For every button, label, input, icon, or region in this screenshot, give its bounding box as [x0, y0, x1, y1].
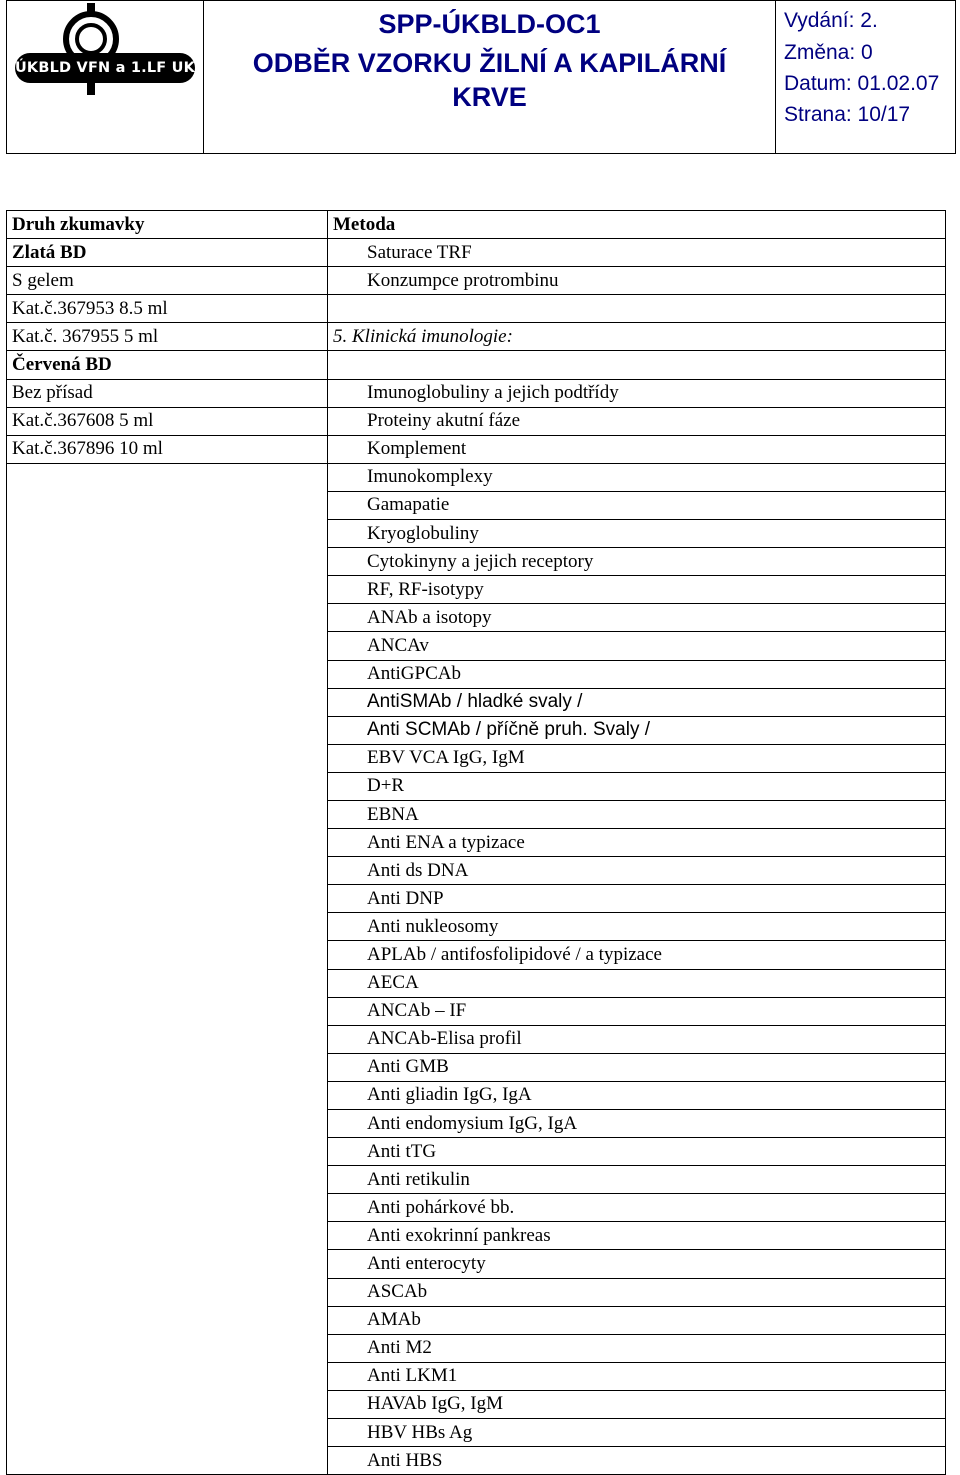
meta-date: Datum: 01.02.07 — [784, 72, 940, 95]
method-cell — [328, 1390, 946, 1418]
method-item: Gamapatie — [367, 494, 450, 516]
logo-cell — [7, 1, 204, 153]
method-item: Kryoglobuliny — [367, 522, 479, 544]
document-code: SPP-ÚKBLD-OC1 — [378, 9, 601, 39]
method-cell — [328, 941, 946, 969]
tube-catalog-number: Kat.č.367896 10 ml — [7, 435, 328, 463]
method-cell — [328, 744, 946, 772]
tube-name: Červená BD — [7, 351, 328, 379]
method-item: Anti LKM1 — [367, 1365, 458, 1387]
method-item: ANCAb-Elisa profil — [367, 1028, 522, 1050]
method-cell — [328, 267, 946, 295]
method-cell — [328, 1166, 946, 1194]
method-cell — [328, 1306, 946, 1334]
tube-empty-cell — [7, 463, 328, 1474]
method-item: Anti retikulin — [367, 1168, 470, 1190]
table-row — [7, 267, 946, 295]
method-item: Anti gliadin IgG, IgA — [367, 1084, 532, 1106]
method-cell — [328, 1278, 946, 1306]
tube-detail: Bez přísad — [7, 379, 328, 407]
method-item: Anti nukleosomy — [367, 915, 499, 937]
method-item: Anti GMB — [367, 1056, 449, 1078]
method-item: EBNA — [367, 803, 419, 825]
table-row — [7, 211, 946, 239]
method-item: AMAb — [367, 1309, 421, 1331]
method-item: APLAb / antifosfolipidové / a typizace — [367, 943, 662, 965]
method-cell — [328, 1419, 946, 1447]
method-cell — [328, 604, 946, 632]
tube-detail: S gelem — [7, 267, 328, 295]
document-title-line-1: ODBĚR VZORKU ŽILNÍ A KAPILÁRNÍ — [252, 48, 727, 78]
method-item: ANCAv — [367, 634, 429, 656]
method-cell — [328, 829, 946, 857]
table-row — [7, 351, 946, 379]
method-item: D+R — [367, 775, 405, 797]
method-cell — [328, 800, 946, 828]
method-item: Anti DNP — [367, 887, 444, 909]
method-item: Anti endomysium IgG, IgA — [367, 1112, 578, 1134]
method-item: ANAb a isotopy — [367, 606, 492, 628]
method-cell — [328, 1081, 946, 1109]
method-item: Konzumpce protrombinu — [367, 269, 559, 291]
method-item: Anti tTG — [367, 1140, 437, 1162]
tube-name: Zlatá BD — [7, 239, 328, 267]
method-cell — [328, 379, 946, 407]
method-item: ASCAb — [367, 1281, 428, 1303]
method-cell — [328, 885, 946, 913]
method-cell — [328, 913, 946, 941]
method-item: Imunoglobuliny a jejich podtřídy — [367, 382, 619, 404]
method-cell — [328, 632, 946, 660]
method-item: Anti M2 — [367, 1337, 432, 1359]
table-row — [7, 239, 946, 267]
method-item: ANCAb – IF — [367, 1000, 467, 1022]
methods-table — [6, 210, 946, 1475]
method-item: Anti exokrinní pankreas — [367, 1224, 551, 1246]
method-item: HBV HBs Ag — [367, 1421, 473, 1443]
method-cell — [328, 463, 946, 491]
table-row — [7, 295, 946, 323]
method-cell — [328, 351, 946, 379]
method-item: Anti HBS — [367, 1449, 443, 1471]
table-row — [7, 463, 946, 491]
method-item: Saturace TRF — [367, 241, 472, 263]
method-item: Imunokomplexy — [367, 466, 493, 488]
logo-band — [15, 53, 195, 83]
method-cell — [328, 997, 946, 1025]
tube-catalog-number: Kat.č. 367955 5 ml — [7, 323, 328, 351]
meta-change: Změna: 0 — [784, 41, 873, 64]
document-header — [6, 0, 956, 154]
method-cell — [328, 1194, 946, 1222]
method-item: Anti SCMAb / příčně pruh. Svaly / — [367, 719, 651, 741]
meta-cell — [776, 1, 955, 153]
method-item: Anti enterocyty — [367, 1253, 486, 1275]
method-cell — [328, 491, 946, 519]
logo-text: ÚKBLD VFN a 1.LF UK — [14, 60, 196, 76]
method-cell — [328, 295, 946, 323]
title-cell — [204, 1, 776, 153]
method-cell — [328, 857, 946, 885]
method-item: Anti ENA a typizace — [367, 831, 525, 853]
method-item: Proteiny akutní fáze — [367, 410, 521, 432]
section-heading: 5. Klinická imunologie: — [328, 323, 946, 351]
meta-edition: Vydání: 2. — [784, 9, 878, 32]
method-item: AECA — [367, 972, 419, 994]
table-row — [7, 379, 946, 407]
tube-type-header: Druh zkumavky — [7, 211, 328, 239]
method-cell — [328, 1222, 946, 1250]
method-item: AntiSMAb / hladké svaly / — [367, 691, 583, 713]
method-item: Anti pohárkové bb. — [367, 1196, 515, 1218]
method-item: Komplement — [367, 438, 467, 460]
method-cell — [328, 969, 946, 997]
method-header: Metoda — [328, 211, 946, 239]
method-item: AntiGPCAb — [367, 663, 461, 685]
table-row — [7, 407, 946, 435]
method-cell — [328, 660, 946, 688]
method-item: Anti ds DNA — [367, 859, 469, 881]
method-cell — [328, 239, 946, 267]
method-item: HAVAb IgG, IgM — [367, 1393, 504, 1415]
method-cell — [328, 520, 946, 548]
method-cell — [328, 1110, 946, 1138]
method-cell — [328, 1362, 946, 1390]
method-cell — [328, 1334, 946, 1362]
method-cell — [328, 716, 946, 744]
method-cell — [328, 1025, 946, 1053]
method-cell — [328, 576, 946, 604]
method-cell — [328, 1053, 946, 1081]
method-cell — [328, 548, 946, 576]
method-cell — [328, 407, 946, 435]
method-cell — [328, 1447, 946, 1475]
method-item: Cytokinyny a jejich receptory — [367, 550, 594, 572]
method-cell — [328, 435, 946, 463]
document-title-line-2: KRVE — [452, 82, 527, 112]
meta-page: Strana: 10/17 — [784, 103, 911, 126]
method-cell — [328, 772, 946, 800]
tube-catalog-number: Kat.č.367608 5 ml — [7, 407, 328, 435]
logo-mark-bottom — [87, 81, 95, 95]
method-item: RF, RF-isotypy — [367, 578, 484, 600]
tube-catalog-number: Kat.č.367953 8.5 ml — [7, 295, 328, 323]
method-cell — [328, 1138, 946, 1166]
method-cell — [328, 688, 946, 716]
table-row — [7, 435, 946, 463]
table-row — [7, 323, 946, 351]
method-cell — [328, 1250, 946, 1278]
method-item: EBV VCA IgG, IgM — [367, 747, 525, 769]
